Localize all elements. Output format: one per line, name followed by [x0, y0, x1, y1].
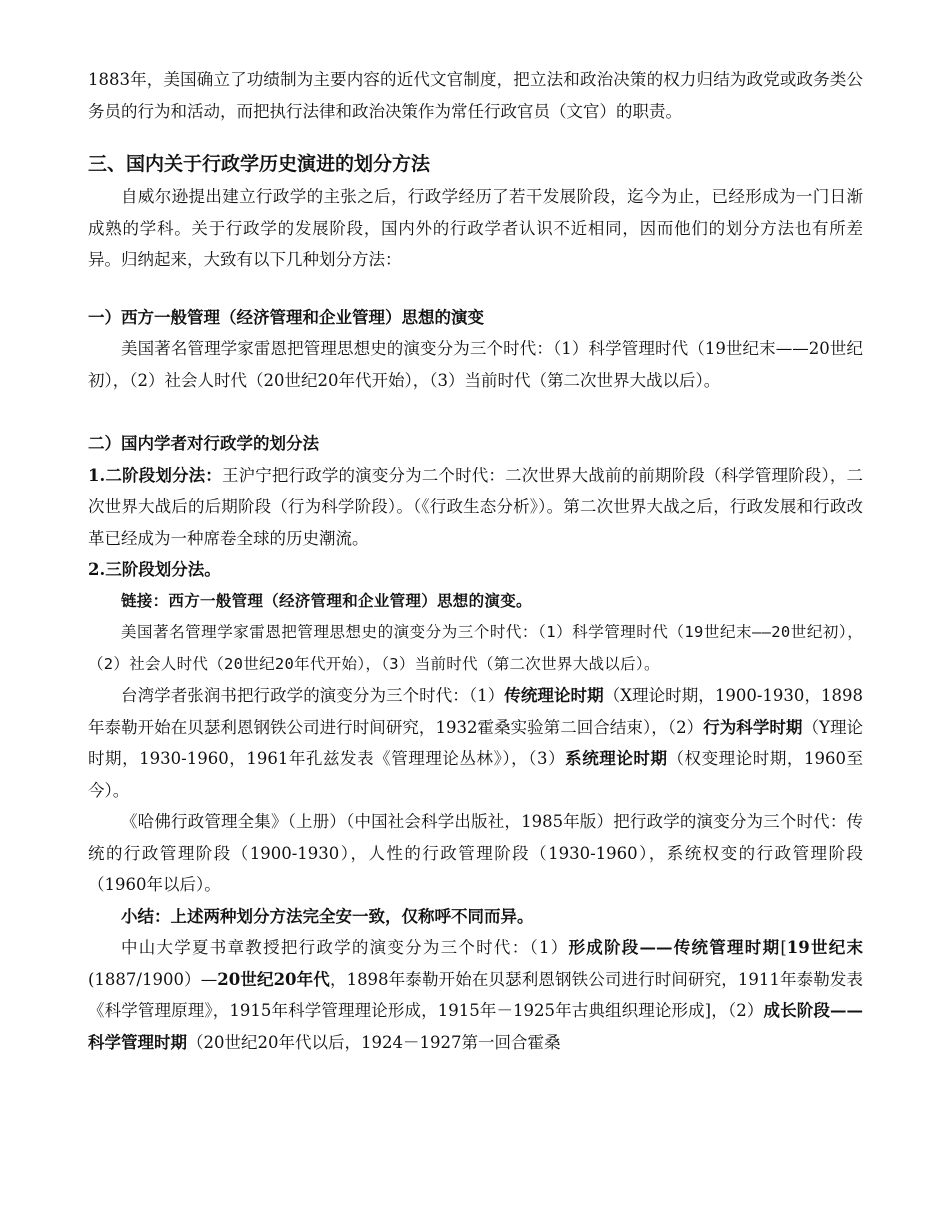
bold-run: 成长阶段——科学管理时期 [88, 1001, 863, 1052]
bold-run: 20世纪20年代 [217, 969, 330, 989]
bold-run: 19世纪末 [786, 938, 864, 957]
text-run: （X理论时期，1900-1930，1898年泰勒开始在贝瑟利恩钢铁公司进行时间研究，1932霍桑实验第二回合结束），（2） [88, 686, 864, 737]
link-heading: 链接：西方一般管理（经济管理和企业管理）思想的演变。 [121, 591, 532, 610]
harvard-paragraph: 《哈佛行政管理全集》（上册）（中国社会科学出版社，1985年版）把行政学的演变分为三个时代：传统的行政管理阶段（1900-1930），人性的行政管理阶段（1930-1960），系统权变的行政管理阶段（1960年以后）。 [88, 812, 863, 894]
intro-paragraph: 1883年，美国确立了功绩制为主要内容的近代文官制度，把立法和政治决策的权力归结为政党或政务类公务员的行为和活动，而把执行法律和政治决策作为常任行政官员（文官）的职责。 [88, 70, 863, 121]
zhongshan-paragraph [88, 932, 863, 1058]
text-run: ，1898年泰勒开始在贝瑟利恩钢铁公司进行时间研究，1911年泰勒发表《科学管理原理》，1915年科学管理理论形成，1915年－1925年古典组织理论形成]，（2） [88, 969, 863, 1020]
text-run: 台湾学者张润书把行政学的演变分为三个时代：（1） [121, 686, 505, 705]
bold-run: 行为科学时期 [703, 717, 803, 737]
document-page [88, 64, 863, 1058]
bold-run: 系统理论时期 [565, 749, 668, 768]
item-2-label: 2.三阶段划分法。 [88, 560, 221, 579]
bold-run: 传统理论时期 [504, 686, 604, 705]
taiwan-paragraph [88, 680, 863, 806]
subsection-2-heading: 二）国内学者对行政学的划分法 [88, 434, 319, 453]
bold-run: 形成阶段——传统管理时期 [568, 938, 781, 957]
subsection-1-paragraph: 美国著名管理学家雷恩把管理思想史的演变分为三个时代：（1）科学管理时代（19世纪末——20世纪初），（2）社会人时代（20世纪20年代开始），（3）当前时代（第二次世界大战以后）。 [88, 339, 863, 390]
text-run: [ [780, 938, 787, 957]
summary-line: 小结：上述两种划分方法完全安一致，仅称呼不同而异。 [121, 906, 534, 926]
text-run: （20世纪20年代以后，1924－1927第一回合霍桑 [187, 1032, 561, 1052]
item-1-paragraph [88, 460, 863, 555]
subsection-1-heading: 一）西方一般管理（经济管理和企业管理）思想的演变 [88, 307, 484, 327]
link-paragraph: 美国著名管理学家雷恩把管理思想史的演变分为三个时代：（1）科学管理时代（19世纪末——20世纪初），（2）社会人时代（20世纪20年代开始），（3）当前时代（第二次世界大战以后）。 [88, 623, 863, 673]
text-run: (1887/1900）— [88, 969, 218, 989]
text-run: （权变理论时期，1960至今）。 [88, 749, 863, 800]
text-run: （Y理论时期，1930-1960，1961年孔兹发表《管理理论丛林》），（3） [88, 717, 863, 768]
text-run: 中山大学夏书章教授把行政学的演变分为三个时代：（1） [121, 938, 569, 957]
section-3-paragraph: 自威尔逊提出建立行政学的主张之后，行政学经历了若干发展阶段，迄今为止，已经形成为一门日渐成熟的学科。关于行政学的发展阶段，国内外的行政学者认识不近相同，因而他们的划分方法也有所差异。归纳起来，大致有以下几种划分方法： [88, 187, 863, 269]
item-1-label: 1.二阶段划分法： [88, 465, 222, 485]
section-3-heading: 三、国内关于行政学历史演进的划分方法 [88, 153, 431, 175]
item-1-text: 王沪宁把行政学的演变分为二个时代：二次世界大战前的前期阶段（科学管理阶段），二次世界大战后的后期阶段（行为科学阶段）。（《行政生态分析》）。第二次世界大战之后，行政发展和行政改革已经成为一种席卷全球的历史潮流。 [88, 465, 863, 548]
